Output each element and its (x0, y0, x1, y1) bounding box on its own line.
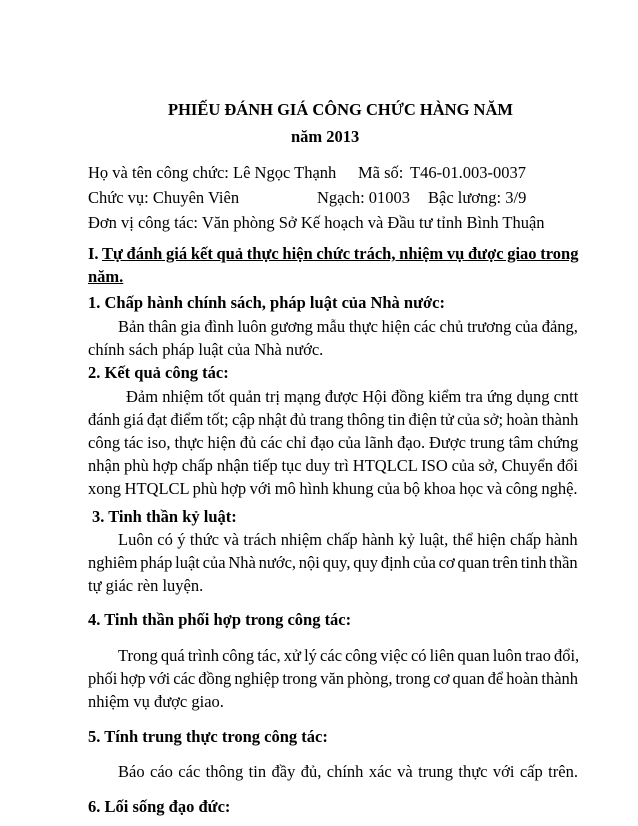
item-1-heading: 1. Chấp hành chính sách, pháp luật của Nhà nước: (88, 293, 445, 312)
document-year: năm 2013 (291, 127, 360, 146)
employee-salary-grade: Bậc lương: 3/9 (428, 188, 527, 207)
employee-name: Họ và tên công chức: Lê Ngọc Thạnh (88, 163, 337, 182)
section-1-title-line-2: năm. (88, 267, 124, 286)
item-5-line-1: Báo cáo các thông tin đầy đủ, chính xác và trung thực với cấp trên. (118, 762, 578, 781)
employee-unit: Đơn vị công tác: Văn phòng Sở Kế hoạch và Đầu tư tỉnh Bình Thuận (88, 213, 545, 232)
item-3-heading: 3. Tinh thần kỷ luật: (92, 507, 237, 526)
employee-code-label: Mã số: (358, 163, 404, 182)
item-6-heading: 6. Lối sống đạo đức: (88, 797, 231, 816)
item-3-line-2: nghiêm pháp luật của Nhà nước, nội quy, quy định của cơ quan trên tinh thần (88, 553, 578, 572)
item-2-line-5: xong HTQLCL phù hợp với mô hình khung của bộ khoa học và công nghệ. (88, 479, 578, 498)
item-1-line-2: chính sách pháp luật của Nhà nước. (88, 340, 324, 359)
item-4-line-1: Trong quá trình công tác, xử lý các công việc có liên quan luôn trao đổi, (118, 646, 580, 665)
item-4-line-3: nhiệm vụ được giao. (88, 692, 224, 711)
item-2-line-3: công tác iso, thực hiện đủ các chỉ đạo của lãnh đạo. Được trung tâm chứng (88, 433, 579, 452)
employee-rank: Ngạch: 01003 (317, 188, 411, 207)
item-4-line-2: phối hợp với các đồng nghiệp trong văn phòng, trong cơ quan để hoàn thành (88, 669, 579, 688)
item-2-line-4: nhận phù hợp chấp nhận tiếp tục duy trì HTQLCL ISO của sở, Chuyển đổi (88, 456, 578, 475)
item-1-line-1: Bản thân gia đình luôn gương mẫu thực hiện các chủ trương của đảng, (118, 317, 578, 336)
item-3-line-3: tự giác rèn luyện. (88, 576, 204, 595)
item-2-line-2: đánh giá đạt điểm tốt; cập nhật đủ trang thông tin điện tử của sở; hoàn thành (88, 410, 579, 429)
employee-position: Chức vụ: Chuyên Viên (88, 188, 240, 207)
item-5-heading: 5. Tính trung thực trong công tác: (88, 727, 328, 746)
item-2-line-1: Đảm nhiệm tốt quản trị mạng được Hội đồng kiểm tra ứng dụng cntt (126, 387, 579, 406)
section-1-heading (88, 244, 578, 264)
section-1-prefix: I. (88, 244, 102, 263)
employee-code-value: T46-01.003-0037 (410, 163, 526, 182)
document-title: PHIẾU ĐÁNH GIÁ CÔNG CHỨC HÀNG NĂM (168, 100, 513, 119)
section-1-title-line-1: Tự đánh giá kết quả thực hiện chức trách, nhiệm vụ được giao trong (101, 244, 579, 263)
item-4-heading: 4. Tinh thần phối hợp trong công tác: (88, 610, 352, 629)
item-2-heading: 2. Kết quả công tác: (88, 363, 229, 382)
item-3-line-1: Luôn có ý thức và trách nhiệm chấp hành kỷ luật, thể hiện chấp hành (118, 530, 578, 549)
